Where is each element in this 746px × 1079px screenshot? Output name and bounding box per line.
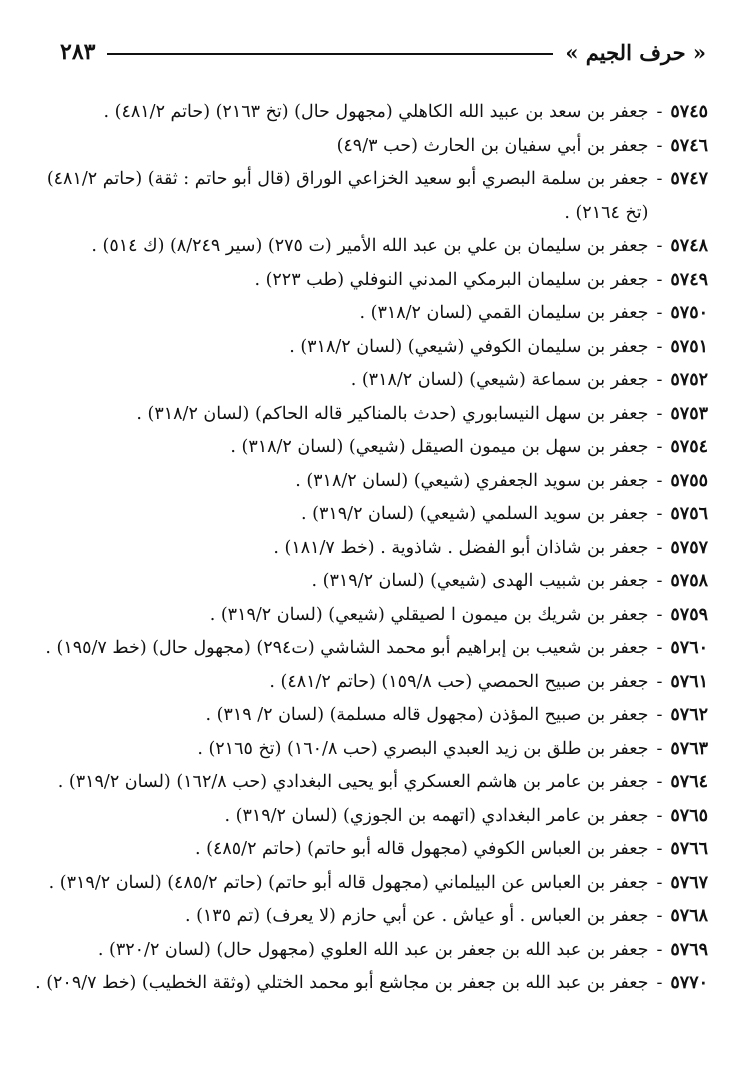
entry-text: جعفر بن طلق بن زيد العبدي البصري (حب ١٦٠/٨) (تخ ٢١٦٥) .: [197, 738, 649, 759]
list-item: [38, 900, 708, 934]
list-item: [38, 833, 708, 867]
list-item: [38, 297, 708, 331]
entry-dash: -: [656, 939, 663, 960]
entry-dash: -: [656, 169, 663, 189]
entry-dash: -: [656, 571, 663, 591]
entry-text: جعفر بن شريك بن ميمون ا لصيقلي (شيعي) (لسان ٣١٩/٢) .: [209, 604, 649, 625]
entry-text: جعفر بن سليمان القمي (لسان ٣١٨/٢) .: [359, 303, 649, 323]
list-item: [38, 465, 708, 499]
entry-dash: -: [656, 102, 663, 122]
header-divider: [107, 53, 553, 55]
entry-dash: -: [656, 269, 663, 290]
entry-text: جعفر بن سليمان الكوفي (شيعي) (لسان ٣١٨/٢) .: [289, 336, 649, 357]
entry-text: جعفر بن صبيح الحمصي (حب ١٥٩/٨) (حاتم ٤٨١/٢) .: [269, 671, 649, 692]
entry-number: ٥٧٦٢: [670, 705, 708, 725]
entry-number: ٥٧٦٧: [670, 872, 708, 893]
entry-text: جعفر بن سليمان بن علي بن عبد الله الأمير (ت ٢٧٥) (سير ٨/٢٤٩) (ك ٥١٤) .: [91, 236, 649, 256]
entry-text: جعفر بن عامر بن هاشم العسكري أبو يحيى البغدادي (حب ١٦٢/٨) (لسان ٣١٩/٢) .: [57, 772, 649, 792]
list-item: [38, 398, 708, 432]
entry-number: ٥٧٦٩: [670, 939, 708, 960]
list-item: [38, 800, 708, 834]
entry-text: جعفر بن سويد السلمي (شيعي) (لسان ٣١٩/٢) .: [301, 504, 649, 524]
entry-dash: -: [656, 336, 663, 357]
entry-text: جعفر بن العباس الكوفي (مجهول قاله أبو حاتم) (حاتم ٤٨٥/٢) .: [195, 839, 649, 859]
entry-number: ٥٧٥٦: [670, 504, 708, 524]
list-item: [38, 632, 708, 666]
list-item: [38, 766, 708, 800]
entry-dash: -: [656, 537, 663, 558]
entry-dash: -: [656, 872, 663, 893]
entry-number: ٥٧٤٩: [670, 269, 708, 290]
entry-text: جعفر بن العباس . أو عياش . عن أبي حازم (لا يعرف) (تم ١٣٥) .: [184, 906, 649, 926]
entry-number: ٥٧٤٥: [670, 102, 708, 122]
entry-number: ٥٧٦٥: [670, 805, 708, 826]
entry-number: ٥٧٦٣: [670, 738, 708, 759]
list-item: [38, 733, 708, 767]
entry-dash: -: [656, 839, 663, 859]
entry-dash: -: [656, 772, 663, 792]
entry-dash: -: [656, 738, 663, 759]
list-item: [38, 96, 708, 130]
entry-text: جعفر بن أبي سفيان بن الحارث (حب ٤٩/٣): [336, 135, 649, 156]
entry-number: ٥٧٥٨: [670, 571, 708, 591]
entry-list: [35, 96, 708, 1001]
entry-number: ٥٧٥١: [670, 336, 708, 357]
list-item: [38, 130, 708, 164]
entry-dash: -: [656, 973, 663, 993]
entry-number: ٥٧٥٥: [670, 470, 708, 491]
entry-number: ٥٧٥٩: [670, 604, 708, 625]
list-item: [38, 867, 708, 901]
list-item: [38, 331, 708, 365]
entry-text: جعفر بن شبيب الهدى (شيعي) (لسان ٣١٩/٢) .: [311, 571, 649, 591]
entry-dash: -: [656, 604, 663, 625]
entry-number: ٥٧٤٧: [670, 169, 708, 189]
entry-dash: -: [656, 705, 663, 725]
entry-text: جعفر بن سلمة البصري أبو سعيد الخزاعي الوراق (قال أبو حاتم : ثقة) (حاتم ٤٨١/٢) (تخ ٢١٦٤) .: [46, 169, 649, 223]
list-item: [38, 599, 708, 633]
entry-dash: -: [656, 303, 663, 323]
entry-dash: -: [656, 470, 663, 491]
entry-text: جعفر بن شاذان أبو الفضل . شاذوية . (خط ١٨١/٧) .: [273, 537, 649, 558]
entry-number: ٥٧٦٨: [670, 906, 708, 926]
entry-dash: -: [656, 370, 663, 390]
list-item: [38, 934, 708, 968]
entry-number: ٥٧٥٤: [670, 437, 708, 457]
list-item: [38, 565, 708, 599]
entry-dash: -: [656, 638, 663, 658]
entry-text: جعفر بن صبيح المؤذن (مجهول قاله مسلمة) (لسان ٢/ ٣١٩) .: [205, 705, 649, 725]
list-item: [38, 431, 708, 465]
entry-number: ٥٧٥٠: [670, 303, 708, 323]
entry-number: ٥٧٥٣: [670, 403, 708, 424]
entry-text: جعفر بن شعيب بن إبراهيم أبو محمد الشاشي (ت٢٩٤) (مجهول حال) (خط ١٩٥/٧) .: [45, 638, 649, 658]
list-item: [38, 364, 708, 398]
entry-text: جعفر بن سعد بن عبيد الله الكاهلي (مجهول حال) (تخ ٢١٦٣) (حاتم ٤٨١/٢) .: [103, 102, 649, 122]
entry-number: ٥٧٦١: [670, 671, 708, 692]
chapter-title: « حرف الجيم »: [565, 39, 706, 65]
entry-number: ٥٧٥٢: [670, 370, 708, 390]
entry-text: جعفر بن عبد الله بن جعفر بن عبد الله العلوي (مجهول حال) (لسان ٣٢٠/٢) .: [97, 939, 649, 960]
entry-dash: -: [656, 236, 663, 256]
entry-text: جعفر بن سماعة (شيعي) (لسان ٣١٨/٢) .: [350, 370, 649, 390]
entry-text: جعفر بن سهل النيسابوري (حدث بالمناكير قاله الحاكم) (لسان ٣١٨/٢) .: [136, 403, 649, 424]
entry-dash: -: [656, 805, 663, 826]
list-item: [38, 699, 708, 733]
entry-dash: -: [656, 671, 663, 692]
entry-dash: -: [656, 437, 663, 457]
entry-number: ٥٧٤٦: [670, 135, 708, 156]
list-item: [38, 264, 708, 298]
list-item: [38, 163, 708, 230]
entry-dash: -: [656, 504, 663, 524]
entry-dash: -: [656, 906, 663, 926]
entry-text: جعفر بن عبد الله بن جعفر بن مجاشع أبو محمد الختلي (وثقة الخطيب) (خط ٢٠٩/٧) .: [35, 973, 649, 993]
list-item: [38, 532, 708, 566]
entry-text: جعفر بن عامر البغدادي (اتهمه بن الجوزي) (لسان ٣١٩/٢) .: [224, 805, 649, 826]
list-item: [35, 967, 708, 1001]
entry-number: ٥٧٤٨: [670, 236, 708, 256]
entry-text: جعفر بن سليمان البرمكي المدني النوفلي (طب ٢٢٣) .: [254, 269, 649, 290]
entry-text: جعفر بن سهل بن ميمون الصيقل (شيعي) (لسان ٣١٨/٢) .: [230, 437, 649, 457]
entry-dash: -: [656, 135, 663, 156]
entry-text: جعفر بن سويد الجعفري (شيعي) (لسان ٣١٨/٢) .: [295, 470, 649, 491]
entry-number: ٥٧٧٠: [670, 973, 708, 993]
page-number: ٢٨٣: [60, 39, 96, 65]
entry-text: جعفر بن العباس عن البيلماني (مجهول قاله أبو حاتم) (حاتم ٤٨٥/٢) (لسان ٣١٩/٢) .: [48, 872, 649, 893]
entry-number: ٥٧٦٠: [670, 638, 708, 658]
entry-number: ٥٧٥٧: [670, 537, 708, 558]
list-item: [38, 498, 708, 532]
entry-number: ٥٧٦٦: [670, 839, 708, 859]
list-item: [38, 666, 708, 700]
entry-dash: -: [656, 403, 663, 424]
list-item: [38, 230, 708, 264]
entry-number: ٥٧٦٤: [670, 772, 708, 792]
page-header: [60, 34, 706, 70]
